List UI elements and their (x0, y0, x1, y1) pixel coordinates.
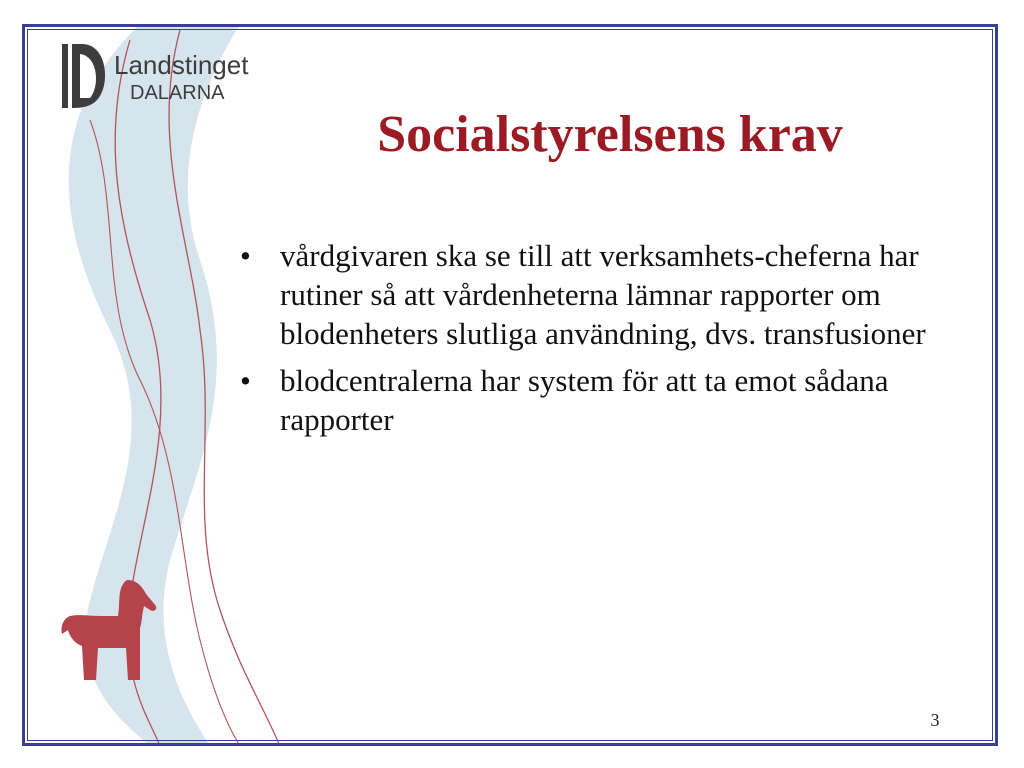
bullet-text: vårdgivaren ska se till att verksamhets-cheferna har rutiner så att vårdenheterna lämnar rapporter om blodenheters slutliga användning, dvs. transfusioner (280, 238, 926, 351)
bullet-item (236, 236, 966, 353)
bullet-marker: • (240, 363, 251, 398)
landstinget-logo (60, 40, 260, 112)
bullet-list (236, 236, 966, 447)
bullet-item (236, 361, 966, 439)
bullet-marker: • (240, 238, 251, 273)
logo-subtitle: DALARNA (130, 82, 225, 104)
page-number: 3 (930, 710, 940, 730)
bullet-text: blodcentralerna har system för att ta emot sådana rapporter (280, 363, 889, 437)
logo-mark-icon (60, 40, 110, 112)
logo-name: Landstinget (114, 50, 249, 80)
dala-horse-icon (58, 576, 158, 686)
slide-title: Socialstyrelsens krav (377, 106, 843, 163)
